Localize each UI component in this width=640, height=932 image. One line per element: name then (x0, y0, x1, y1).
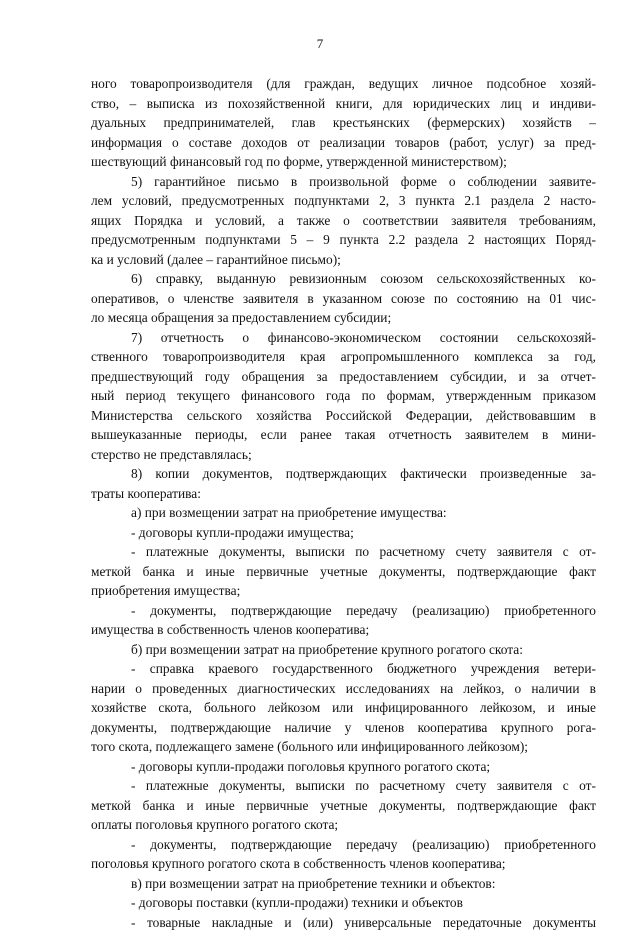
text-line: ло месяца обращения за предоставлением субсидии; (91, 308, 596, 328)
text-line: дуальных предпринимателей, глав крестьянских (фермерских) хозяйств – (91, 113, 596, 133)
text-line: ного товаропроизводителя (для граждан, ведущих личное подсобное хозяй- (91, 74, 596, 94)
text-line: - товарные накладные и (или) универсальные передаточные документы (91, 913, 596, 932)
text-line: траты кооператива: (91, 484, 596, 504)
text-line: а) при возмещении затрат на приобретение имущества: (91, 503, 596, 523)
text-line: б) при возмещении затрат на приобретение крупного рогатого скота: (91, 640, 596, 660)
text-line: ящих Порядка и условий, а также о соответствии заявителя требованиям, (91, 211, 596, 231)
text-line: в) при возмещении затрат на приобретение техники и объектов: (91, 874, 596, 894)
text-line: поголовья крупного рогатого скота в собственность членов кооператива; (91, 854, 596, 874)
text-line: ка и условий (далее – гарантийное письмо); (91, 250, 596, 270)
text-line: меткой банка и иные первичные учетные документы, подтверждающие факт (91, 796, 596, 816)
text-line: имущества в собственность членов кооператива; (91, 620, 596, 640)
text-line: - справка краевого государственного бюджетного учреждения ветери- (91, 659, 596, 679)
text-line: нарии о проведенных диагностических исследованиях на лейкоз, о наличии в (91, 679, 596, 699)
text-line: хозяйстве скота, больного лейкозом или инфицированного лейкозом, и иные (91, 698, 596, 718)
text-line: шествующий финансовый год по форме, утвержденной министерством); (91, 152, 596, 172)
text-line: 6) справку, выданную ревизионным союзом сельскохозяйственных ко- (91, 269, 596, 289)
text-line: - договоры поставки (купли-продажи) техники и объектов (91, 893, 596, 913)
text-line: 7) отчетность о финансово-экономическом состоянии сельскохозяй- (91, 328, 596, 348)
text-line: лем условий, предусмотренных подпунктами 2, 3 пункта 2.1 раздела 2 насто- (91, 191, 596, 211)
text-line: оперативов, о членстве заявителя в указанном союзе по состоянию на 01 чис- (91, 289, 596, 309)
text-line: - платежные документы, выписки по расчетному счету заявителя с от- (91, 542, 596, 562)
document-body (91, 74, 596, 932)
text-line: стерство не представлялась; (91, 445, 596, 465)
text-line: ство, – выписка из похозяйственной книги, для юридических лиц и индиви- (91, 94, 596, 114)
text-line: того скота, подлежащего замене (больного или инфицированного лейкозом); (91, 737, 596, 757)
text-line: приобретения имущества; (91, 581, 596, 601)
text-line: - договоры купли-продажи поголовья крупного рогатого скота; (91, 757, 596, 777)
text-line: ственного товаропроизводителя края агропромышленного комплекса за год, (91, 347, 596, 367)
text-line: Министерства сельского хозяйства Российской Федерации, действовавшим в (91, 406, 596, 426)
text-line: - документы, подтверждающие передачу (реализацию) приобретенного (91, 835, 596, 855)
text-line: предшествующий году обращения за предоставлением субсидии, и за отчет- (91, 367, 596, 387)
text-line: 8) копии документов, подтверждающих фактически произведенные за- (91, 464, 596, 484)
text-line: - документы, подтверждающие передачу (реализацию) приобретенного (91, 601, 596, 621)
text-line: меткой банка и иные первичные учетные документы, подтверждающие факт (91, 562, 596, 582)
page-number: 7 (0, 36, 640, 52)
text-line: предусмотренным подпунктами 5 – 9 пункта 2.2 раздела 2 настоящих Поряд- (91, 230, 596, 250)
text-line: 5) гарантийное письмо в произвольной форме о соблюдении заявите- (91, 172, 596, 192)
text-line: информация о составе доходов от реализации товаров (работ, услуг) за пред- (91, 133, 596, 153)
text-line: вышеуказанные периоды, если ранее такая отчетность заявителем в мини- (91, 425, 596, 445)
text-line: документы, подтверждающие наличие у членов кооператива крупного рога- (91, 718, 596, 738)
text-line: - договоры купли-продажи имущества; (91, 523, 596, 543)
text-line: - платежные документы, выписки по расчетному счету заявителя с от- (91, 776, 596, 796)
text-line: ный период текущего финансового года по формам, утвержденным приказом (91, 386, 596, 406)
text-line: оплаты поголовья крупного рогатого скота; (91, 815, 596, 835)
